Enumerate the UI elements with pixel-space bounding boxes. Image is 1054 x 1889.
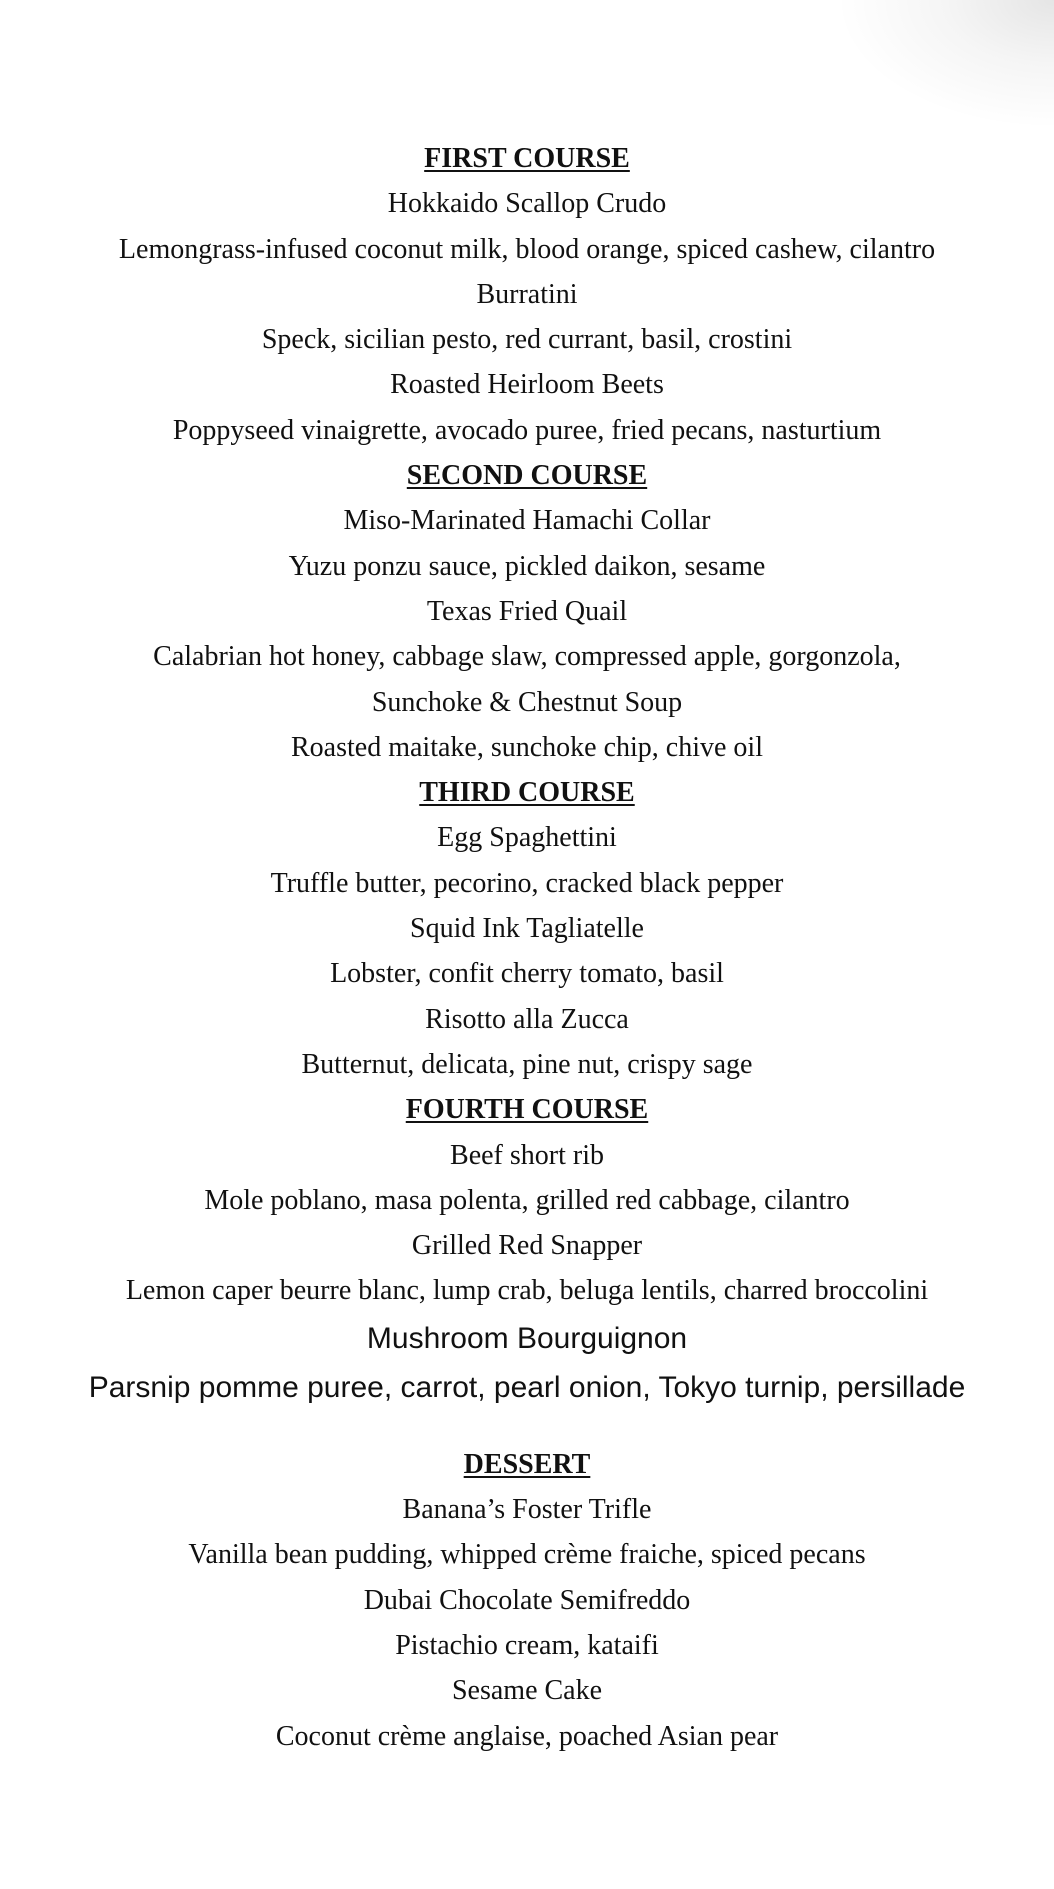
dish-description: Pistachio cream, kataifi xyxy=(395,1629,659,1661)
menu xyxy=(0,136,1054,1759)
dish-name: Burratini xyxy=(476,278,578,310)
dish-name: Beef short rib xyxy=(450,1139,604,1171)
dish-description: Mole poblano, masa polenta, grilled red cabbage, cilantro xyxy=(204,1184,850,1216)
third-course-heading: THIRD COURSE xyxy=(419,777,635,809)
dish-name: Grilled Red Snapper xyxy=(411,1230,643,1262)
dessert-heading: DESSERT xyxy=(463,1448,591,1480)
fourth-course-heading: FOURTH COURSE xyxy=(405,1094,649,1126)
first-course-section xyxy=(0,136,1054,453)
dish-description: Coconut crème anglaise, poached Asian pear xyxy=(275,1720,779,1752)
dish-name: Texas Fried Quail xyxy=(426,595,628,627)
dish-description: Lemon caper beurre blanc, lump crab, beluga lentils, charred broccolini xyxy=(125,1275,929,1307)
dish-name: Hokkaido Scallop Crudo xyxy=(387,188,667,220)
dish-description: Truffle butter, pecorino, cracked black pepper xyxy=(270,867,784,899)
dish-description: Lobster, confit cherry tomato, basil xyxy=(330,958,724,990)
dish-name: Dubai Chocolate Semifreddo xyxy=(363,1584,691,1616)
dish-description: Speck, sicilian pesto, red currant, basil, crostini xyxy=(261,324,793,356)
dish-name: Sunchoke & Chestnut Soup xyxy=(371,686,683,718)
third-course-section xyxy=(0,770,1054,1087)
first-course-heading: FIRST COURSE xyxy=(424,143,630,174)
dish-description: Roasted maitake, sunchoke chip, chive oil xyxy=(291,731,763,763)
dessert-section xyxy=(0,1442,1054,1759)
dish-name: Roasted Heirloom Beets xyxy=(390,369,664,401)
dish-name: Banana’s Foster Trifle xyxy=(402,1494,652,1526)
dish-description: Lemongrass-infused coconut milk, blood orange, spiced cashew, cilantro xyxy=(118,233,936,265)
dish-description: Calabrian hot honey, cabbage slaw, compressed apple, gorgonzola, xyxy=(153,641,901,673)
dish-name: Mushroom Bourguignon xyxy=(366,1321,688,1355)
dish-description: Butternut, delicata, pine nut, crispy sage xyxy=(301,1048,753,1080)
corner-shadow xyxy=(834,0,1054,130)
dish-name: Egg Spaghettini xyxy=(437,822,617,854)
dish-description: Poppyseed vinaigrette, avocado puree, fried pecans, nasturtium xyxy=(172,414,882,446)
dish-name: Squid Ink Tagliatelle xyxy=(410,913,644,945)
dish-name: Sesame Cake xyxy=(451,1675,603,1707)
dish-description: Parsnip pomme puree, carrot, pearl onion, Tokyo turnip, persillade xyxy=(88,1370,966,1404)
second-course-heading: SECOND COURSE xyxy=(406,460,648,492)
second-course-section xyxy=(0,453,1054,770)
dish-name: Risotto alla Zucca xyxy=(425,1003,629,1035)
dish-description: Vanilla bean pudding, whipped crème fraiche, spiced pecans xyxy=(188,1539,866,1571)
dish-description: Yuzu ponzu sauce, pickled daikon, sesame xyxy=(288,550,766,582)
fourth-course-section xyxy=(0,1087,1054,1411)
section-spacer xyxy=(0,1412,1054,1442)
dish-name: Miso-Marinated Hamachi Collar xyxy=(343,505,711,537)
